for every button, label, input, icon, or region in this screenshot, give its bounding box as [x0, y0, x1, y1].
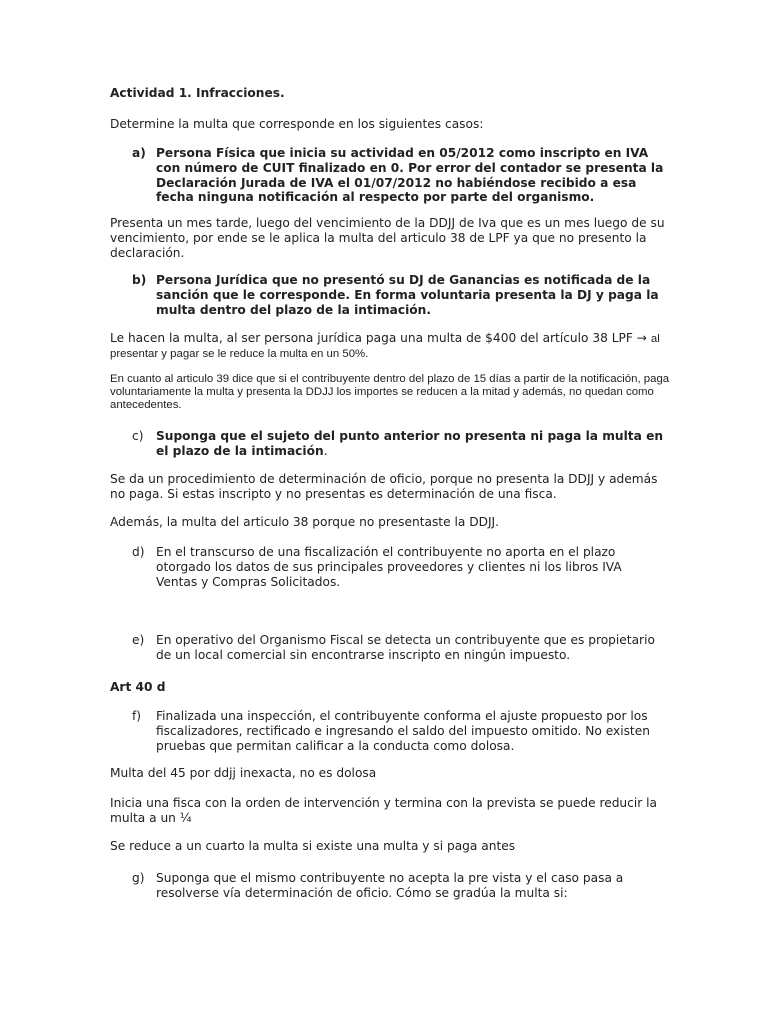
- answer-b-1: [110, 331, 670, 361]
- answer-f-1: Multa del 45 por ddjj inexacta, no es dolosa: [110, 766, 377, 780]
- answer-f-2: Inicia una fisca con la orden de intervención y termina con la prevista se puede reducir la multa a un ¼: [110, 796, 657, 825]
- answer-f-3: Se reduce a un cuarto la multa si existe una multa y si paga antes: [110, 839, 516, 853]
- question-label-b: b): [132, 273, 147, 287]
- answer-b-1-small-a: al: [650, 333, 660, 345]
- question-label-c: c): [132, 429, 144, 443]
- question-label-e: e): [132, 633, 145, 647]
- document-title: Actividad 1. Infracciones.: [110, 86, 285, 100]
- answer-c-1: Se da un procedimiento de determinación de oficio, porque no presenta la DDJJ y además no paga. Si estas inscripto y no presentas es determinación de una fisca.: [110, 472, 658, 501]
- answer-c-2: Además, la multa del articulo 38 porque no presentaste la DDJJ.: [110, 515, 500, 529]
- question-text-c: Suponga que el sujeto del punto anterior no presenta ni paga la multa en el plazo de la intimación: [156, 429, 664, 458]
- question-text-c-end: .: [323, 443, 328, 458]
- intro-text: Determine la multa que corresponde en los siguientes casos:: [110, 117, 484, 131]
- question-label-d: d): [132, 545, 145, 559]
- question-text-b: Persona Jurídica que no presentó su DJ de Ganancias es notificada de la sanción que le corresponde. En forma voluntaria presenta la DJ y paga la multa dentro del plazo de la intimación.: [156, 273, 659, 317]
- answer-e-heading: Art 40 d: [110, 680, 166, 694]
- answer-a: Presenta un mes tarde, luego del vencimiento de la DDJJ de Iva que es un mes luego de su vencimiento, por ende se le aplica la multa del articulo 38 de LPF ya que no presento la declaración.: [110, 216, 665, 260]
- answer-b-2: En cuanto al articulo 39 dice que si el contribuyente dentro del plazo de 15 días a partir de la notificación, paga voluntariamente la multa y presenta la DDJJ los importes se reducen a la mitad y además, no quedan como antecedentes.: [110, 373, 670, 411]
- question-text-g: Suponga que el mismo contribuyente no acepta la pre vista y el caso pasa a resolverse vía determinación de oficio. Cómo se gradúa la multa si:: [156, 871, 624, 900]
- question-label-f: f): [132, 709, 142, 723]
- question-text-a: Persona Física que inicia su actividad en 05/2012 como inscripto en IVA con número de CUIT finalizado en 0. Por error del contador se presenta la Declaración Jurada de IVA el 01/07/2012 no habiéndose recibido a esa fecha ninguna notificación al respecto por parte del organismo.: [156, 146, 664, 205]
- question-text-d: En el transcurso de una fiscalización el contribuyente no aporta en el plazo otorgado los datos de sus principales proveedores y clientes ni los libros IVA Ventas y Compras Solicitados.: [156, 545, 622, 589]
- question-text-e: En operativo del Organismo Fiscal se detecta un contribuyente que es propietario de un local comercial sin encontrarse inscripto en ningún impuesto.: [156, 633, 655, 662]
- question-label-g: g): [132, 871, 145, 885]
- question-text-f: Finalizada una inspección, el contribuyente conforma el ajuste propuesto por los fiscalizadores, rectificado e ingresando el saldo del impuesto omitido. No existen pruebas que permitan calificar a la conducta como dolosa.: [156, 709, 650, 753]
- answer-b-1-main: Le hacen la multa, al ser persona jurídica paga una multa de $400 del artículo 38 LPF →: [110, 331, 651, 345]
- question-label-a: a): [132, 146, 146, 160]
- answer-b-1-small-b: presentar y pagar se le reduce la multa en un 50%.: [110, 348, 369, 360]
